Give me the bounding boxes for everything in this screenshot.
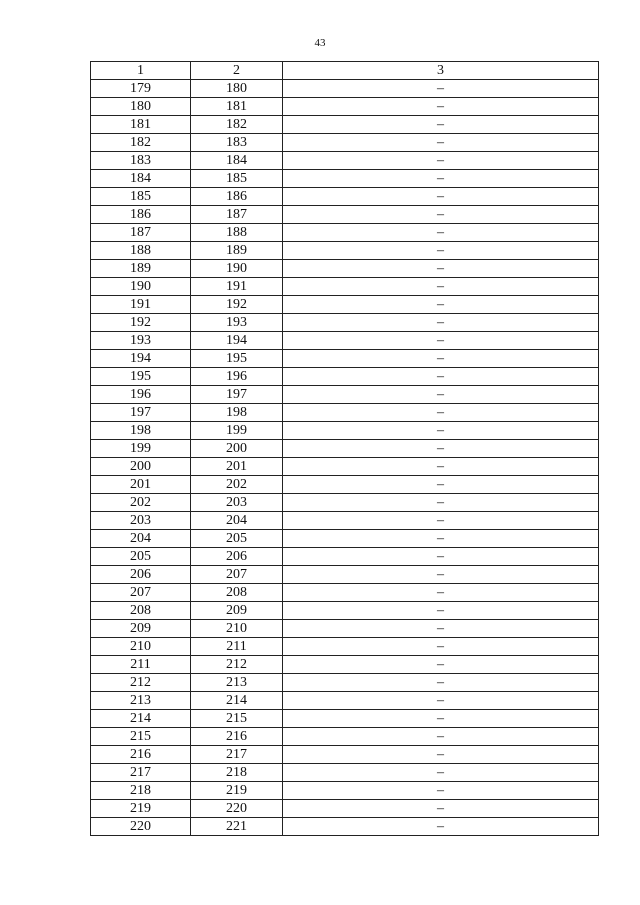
table-cell-col-3: –	[283, 332, 599, 350]
table-cell-col-2: 214	[191, 692, 283, 710]
table-row	[91, 332, 599, 350]
table-row	[91, 386, 599, 404]
table-row	[91, 638, 599, 656]
data-table	[90, 61, 599, 836]
table-cell-col-2: 203	[191, 494, 283, 512]
table-cell-col-3: –	[283, 548, 599, 566]
table-cell-col-1: 214	[91, 710, 191, 728]
table-cell-col-1: 188	[91, 242, 191, 260]
table-cell-col-2: 220	[191, 800, 283, 818]
table-cell-col-3: –	[283, 818, 599, 836]
table-cell-col-1: 191	[91, 296, 191, 314]
table-cell-col-2: 184	[191, 152, 283, 170]
table-cell-col-1: 199	[91, 440, 191, 458]
table-cell-col-3: –	[283, 746, 599, 764]
table-cell-col-3: –	[283, 800, 599, 818]
table-cell-col-3: –	[283, 134, 599, 152]
table-cell-col-3: –	[283, 692, 599, 710]
table-row	[91, 206, 599, 224]
table-row	[91, 584, 599, 602]
table-cell-col-2: 188	[191, 224, 283, 242]
table-cell-col-3: –	[283, 188, 599, 206]
table-cell-col-3: –	[283, 170, 599, 188]
table-row	[91, 728, 599, 746]
table-cell-col-2: 210	[191, 620, 283, 638]
table-cell-col-3: –	[283, 728, 599, 746]
table-cell-col-1: 200	[91, 458, 191, 476]
table-cell-col-3: –	[283, 386, 599, 404]
table-header-row	[91, 62, 599, 80]
table-cell-col-2: 196	[191, 368, 283, 386]
table-row	[91, 800, 599, 818]
table-row	[91, 440, 599, 458]
table-cell-col-2: 197	[191, 386, 283, 404]
table-row	[91, 782, 599, 800]
table-cell-col-3: –	[283, 764, 599, 782]
table-cell-col-1: 217	[91, 764, 191, 782]
table-cell-col-1: 208	[91, 602, 191, 620]
table-cell-col-1: 207	[91, 584, 191, 602]
column-header-2: 2	[191, 62, 283, 80]
table-row	[91, 260, 599, 278]
table-cell-col-2: 190	[191, 260, 283, 278]
table-row	[91, 134, 599, 152]
table-cell-col-2: 218	[191, 764, 283, 782]
table-row	[91, 818, 599, 836]
table-cell-col-1: 187	[91, 224, 191, 242]
table-cell-col-1: 190	[91, 278, 191, 296]
table-row	[91, 296, 599, 314]
table-cell-col-1: 219	[91, 800, 191, 818]
table-cell-col-1: 183	[91, 152, 191, 170]
table-cell-col-3: –	[283, 656, 599, 674]
table-cell-col-2: 180	[191, 80, 283, 98]
table-cell-col-3: –	[283, 476, 599, 494]
table-cell-col-1: 186	[91, 206, 191, 224]
table-cell-col-1: 198	[91, 422, 191, 440]
table-cell-col-2: 191	[191, 278, 283, 296]
table-cell-col-1: 196	[91, 386, 191, 404]
table-cell-col-3: –	[283, 314, 599, 332]
table-cell-col-3: –	[283, 98, 599, 116]
table-cell-col-3: –	[283, 710, 599, 728]
table-cell-col-2: 198	[191, 404, 283, 422]
table-cell-col-3: –	[283, 458, 599, 476]
table-row	[91, 98, 599, 116]
table-cell-col-1: 212	[91, 674, 191, 692]
table-row	[91, 494, 599, 512]
table-cell-col-1: 215	[91, 728, 191, 746]
table-cell-col-2: 211	[191, 638, 283, 656]
table-cell-col-3: –	[283, 782, 599, 800]
table-cell-col-1: 197	[91, 404, 191, 422]
table-cell-col-3: –	[283, 512, 599, 530]
table-cell-col-2: 200	[191, 440, 283, 458]
table-cell-col-2: 202	[191, 476, 283, 494]
table-cell-col-2: 189	[191, 242, 283, 260]
table-cell-col-3: –	[283, 296, 599, 314]
table-cell-col-2: 182	[191, 116, 283, 134]
table-row	[91, 278, 599, 296]
table-cell-col-2: 213	[191, 674, 283, 692]
table-row	[91, 80, 599, 98]
table-cell-col-1: 184	[91, 170, 191, 188]
table-cell-col-1: 182	[91, 134, 191, 152]
table-row	[91, 656, 599, 674]
table-cell-col-2: 199	[191, 422, 283, 440]
table-cell-col-1: 193	[91, 332, 191, 350]
table-cell-col-3: –	[283, 80, 599, 98]
table-cell-col-1: 180	[91, 98, 191, 116]
table-row	[91, 422, 599, 440]
table-cell-col-1: 203	[91, 512, 191, 530]
table-cell-col-1: 192	[91, 314, 191, 332]
table-cell-col-2: 217	[191, 746, 283, 764]
table-cell-col-3: –	[283, 566, 599, 584]
table-cell-col-3: –	[283, 530, 599, 548]
table-cell-col-3: –	[283, 620, 599, 638]
table-row	[91, 152, 599, 170]
table-cell-col-2: 212	[191, 656, 283, 674]
page-number: 43	[314, 37, 326, 49]
table-cell-col-2: 193	[191, 314, 283, 332]
table-row	[91, 350, 599, 368]
table-cell-col-3: –	[283, 350, 599, 368]
table-row	[91, 368, 599, 386]
table-row	[91, 566, 599, 584]
table-cell-col-2: 221	[191, 818, 283, 836]
table-cell-col-2: 181	[191, 98, 283, 116]
table-row	[91, 116, 599, 134]
table-cell-col-2: 185	[191, 170, 283, 188]
table-cell-col-2: 216	[191, 728, 283, 746]
table-cell-col-1: 189	[91, 260, 191, 278]
table-cell-col-1: 209	[91, 620, 191, 638]
table-row	[91, 404, 599, 422]
table-row	[91, 242, 599, 260]
table-cell-col-1: 220	[91, 818, 191, 836]
table-cell-col-1: 179	[91, 80, 191, 98]
table-cell-col-3: –	[283, 494, 599, 512]
table-cell-col-1: 185	[91, 188, 191, 206]
table-cell-col-3: –	[283, 674, 599, 692]
table-cell-col-3: –	[283, 638, 599, 656]
table-row	[91, 458, 599, 476]
table-row	[91, 548, 599, 566]
table-cell-col-2: 187	[191, 206, 283, 224]
table-row	[91, 476, 599, 494]
table-cell-col-1: 195	[91, 368, 191, 386]
table-cell-col-3: –	[283, 404, 599, 422]
table-row	[91, 764, 599, 782]
table-cell-col-2: 186	[191, 188, 283, 206]
table-row	[91, 170, 599, 188]
table-row	[91, 188, 599, 206]
table-row	[91, 512, 599, 530]
table-cell-col-2: 194	[191, 332, 283, 350]
table-cell-col-2: 201	[191, 458, 283, 476]
table-cell-col-3: –	[283, 422, 599, 440]
table-row	[91, 620, 599, 638]
column-header-1: 1	[91, 62, 191, 80]
table-cell-col-1: 218	[91, 782, 191, 800]
table-cell-col-3: –	[283, 440, 599, 458]
table-cell-col-3: –	[283, 584, 599, 602]
table-body	[91, 80, 599, 836]
table-cell-col-3: –	[283, 242, 599, 260]
table-row	[91, 224, 599, 242]
table-cell-col-2: 206	[191, 548, 283, 566]
table-row	[91, 314, 599, 332]
table-cell-col-2: 204	[191, 512, 283, 530]
table-cell-col-2: 205	[191, 530, 283, 548]
table-cell-col-1: 216	[91, 746, 191, 764]
table-cell-col-2: 208	[191, 584, 283, 602]
table-cell-col-1: 202	[91, 494, 191, 512]
table-cell-col-3: –	[283, 278, 599, 296]
table-row	[91, 602, 599, 620]
table-row	[91, 746, 599, 764]
table-cell-col-3: –	[283, 368, 599, 386]
table-cell-col-1: 211	[91, 656, 191, 674]
table-cell-col-3: –	[283, 260, 599, 278]
table-cell-col-1: 201	[91, 476, 191, 494]
table-row	[91, 710, 599, 728]
table-cell-col-1: 210	[91, 638, 191, 656]
column-header-3: 3	[283, 62, 599, 80]
table-cell-col-1: 181	[91, 116, 191, 134]
table-cell-col-2: 207	[191, 566, 283, 584]
table-cell-col-1: 213	[91, 692, 191, 710]
table-row	[91, 674, 599, 692]
table-cell-col-1: 205	[91, 548, 191, 566]
table-cell-col-3: –	[283, 116, 599, 134]
table-cell-col-2: 195	[191, 350, 283, 368]
table-cell-col-3: –	[283, 224, 599, 242]
table-row	[91, 692, 599, 710]
table-cell-col-1: 204	[91, 530, 191, 548]
table-cell-col-2: 209	[191, 602, 283, 620]
table-cell-col-3: –	[283, 206, 599, 224]
table-cell-col-2: 215	[191, 710, 283, 728]
table-cell-col-2: 183	[191, 134, 283, 152]
table-cell-col-3: –	[283, 602, 599, 620]
table-row	[91, 530, 599, 548]
table-cell-col-2: 192	[191, 296, 283, 314]
table-cell-col-3: –	[283, 152, 599, 170]
table-cell-col-1: 206	[91, 566, 191, 584]
table-cell-col-2: 219	[191, 782, 283, 800]
table-cell-col-1: 194	[91, 350, 191, 368]
